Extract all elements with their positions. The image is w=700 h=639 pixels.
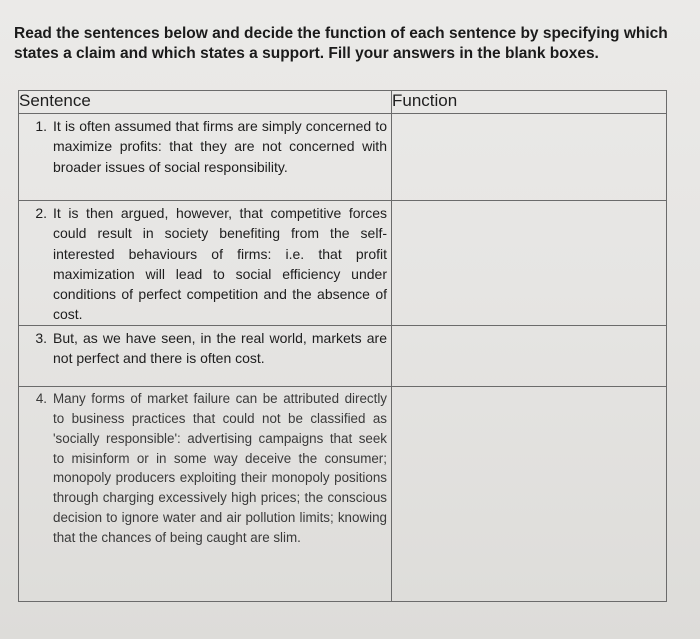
claim-support-table — [18, 90, 667, 602]
sentence-cell-3 — [19, 325, 392, 386]
header-sentence: Sentence — [19, 91, 392, 114]
table-row — [19, 114, 667, 201]
table-row — [19, 325, 667, 386]
sentence-number: 3. — [35, 329, 47, 346]
function-answer-box-4[interactable] — [392, 386, 667, 601]
sentence-number: 4. — [35, 390, 47, 406]
header-function: Function — [392, 91, 667, 114]
instructions-text: Read the sentences below and decide the function of each sentence by specifying which states a claim and which states a support. Fill your answers in the blank boxes. — [14, 25, 668, 62]
function-answer-box-1[interactable] — [392, 114, 667, 201]
sentence-text: It is often assumed that firms are simply concerned to maximize profits: that they are not concerned with broader issues of social responsibility. — [53, 118, 387, 175]
table-row — [19, 386, 667, 601]
table-row — [19, 201, 667, 326]
sentence-number: 2. — [35, 205, 47, 221]
sentence-cell-2 — [19, 201, 392, 326]
sentence-text: Many forms of market failure can be attributed directly to business practices that could not be classified as 'socially responsible': advertising campaigns that seek to misinform or in some way deceive the consumer; monopoly producers exploiting their monopoly positions through charging excessively high prices; the conscious decision to ignore water and air pollution limits; knowing that the chances of being caught are slim. — [53, 390, 387, 546]
sentence-text: But, as we have seen, in the real world, markets are not perfect and there is often cost. — [53, 329, 387, 367]
sentence-cell-1 — [19, 114, 392, 201]
function-answer-box-2[interactable] — [392, 201, 667, 326]
sentence-number: 1. — [35, 118, 47, 134]
sentence-text: It is then argued, however, that competitive forces could result in society benefiting from the self-interested behaviours of firms: i.e. that profit maximization will lead to social efficiency under conditions of perfect competition and the absence of cost. — [53, 205, 387, 323]
function-answer-box-3[interactable] — [392, 325, 667, 386]
table-header-row — [19, 91, 667, 114]
sentence-cell-4 — [19, 386, 392, 601]
